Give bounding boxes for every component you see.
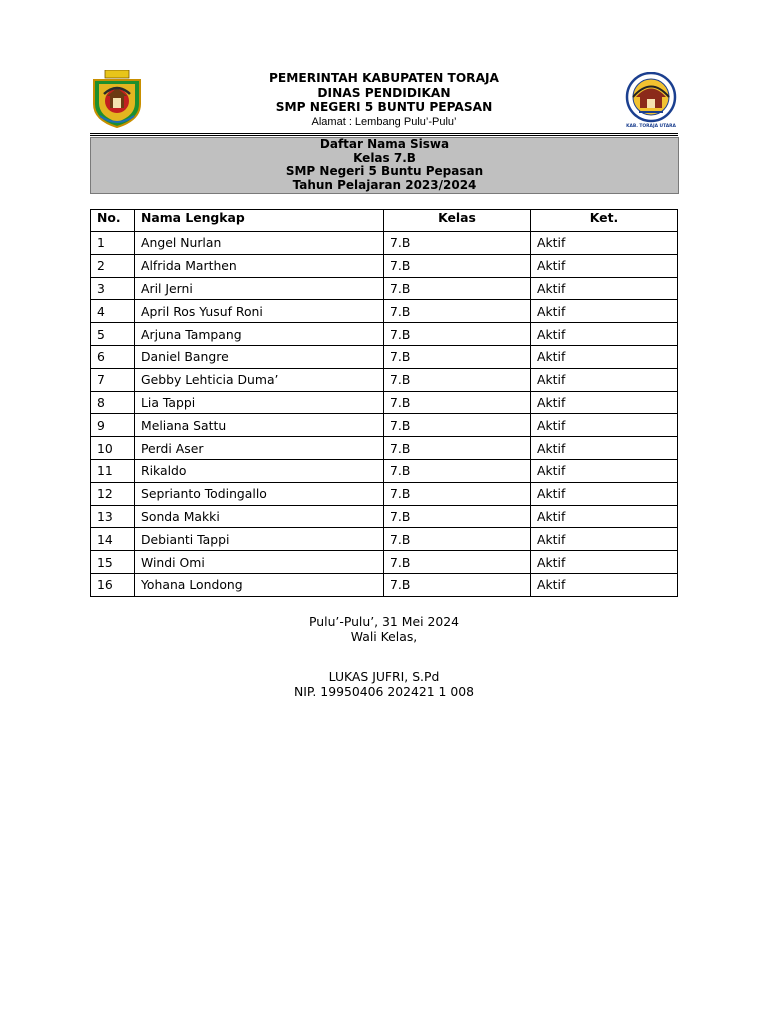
cell-note: Aktif [531,391,678,414]
table-row [91,345,678,368]
cell-name: Aril Jerni [135,277,384,300]
cell-class: 7.B [384,437,531,460]
cell-note: Aktif [531,459,678,482]
cell-no: 5 [91,323,135,346]
signer-name: LUKAS JUFRI, S.Pd [328,669,440,684]
signer-nip: NIP. 19950406 202421 1 008 [293,683,475,699]
cell-name: Perdi Aser [135,437,384,460]
school-emblem-icon [621,72,681,128]
cell-name: Debianti Tappi [135,528,384,551]
cell-name: Arjuna Tampang [135,323,384,346]
table-row [91,414,678,437]
table-row [91,505,678,528]
signature-block [0,615,768,699]
cell-note: Aktif [531,437,678,460]
table-row [91,573,678,596]
table-row [91,323,678,346]
cell-no: 15 [91,551,135,574]
letterhead-rule [90,133,678,134]
table-row [91,459,678,482]
cell-no: 6 [91,345,135,368]
cell-note: Aktif [531,345,678,368]
cell-class: 7.B [384,573,531,596]
cell-note: Aktif [531,505,678,528]
department-name: DINAS PENDIDIKAN [317,85,451,100]
cell-name: Meliana Sattu [135,414,384,437]
cell-no: 10 [91,437,135,460]
letterhead-rule-thin [90,135,678,136]
table-row [91,254,678,277]
cell-name: Angel Nurlan [135,232,384,255]
cell-name: Yohana Londong [135,573,384,596]
header-class: Kelas [384,210,531,232]
school-name: SMP NEGERI 5 BUNTU PEPASAN [275,100,493,115]
cell-class: 7.B [384,300,531,323]
table-header-row [91,210,678,232]
cell-no: 13 [91,505,135,528]
cell-no: 4 [91,300,135,323]
cell-note: Aktif [531,414,678,437]
cell-name: Sonda Makki [135,505,384,528]
cell-no: 7 [91,368,135,391]
cell-no: 16 [91,573,135,596]
banner-school: SMP Negeri 5 Buntu Pepasan [285,164,484,179]
header-name: Nama Lengkap [135,210,384,232]
cell-class: 7.B [384,482,531,505]
cell-name: Windi Omi [135,551,384,574]
table-row [91,482,678,505]
list-title: Daftar Nama Siswa [319,137,450,151]
cell-class: 7.B [384,254,531,277]
student-table [90,209,678,597]
table-row [91,437,678,460]
cell-class: 7.B [384,459,531,482]
letterhead [0,68,768,132]
cell-name: Seprianto Todingallo [135,482,384,505]
cell-note: Aktif [531,482,678,505]
cell-name: Rikaldo [135,459,384,482]
cell-note: Aktif [531,573,678,596]
school-address: Alamat : Lembang Pulu’-Pulu’ [311,115,457,128]
cell-no: 14 [91,528,135,551]
cell-class: 7.B [384,391,531,414]
cell-class: 7.B [384,232,531,255]
signer-role: Wali Kelas, [350,628,418,644]
cell-no: 11 [91,459,135,482]
table-row [91,551,678,574]
academic-year: Tahun Pelajaran 2023/2024 [292,177,477,192]
table-row [91,300,678,323]
header-no: No. [91,210,135,232]
cell-name: Gebby Lehticia Duma’ [135,368,384,391]
table-row [91,232,678,255]
table-row [91,277,678,300]
cell-no: 8 [91,391,135,414]
cell-class: 7.B [384,414,531,437]
header-note: Ket. [531,210,678,232]
place-date: Pulu’-Pulu’, 31 Mei 2024 [309,614,459,629]
cell-note: Aktif [531,368,678,391]
cell-note: Aktif [531,232,678,255]
cell-note: Aktif [531,323,678,346]
cell-no: 9 [91,414,135,437]
cell-name: Lia Tappi [135,391,384,414]
cell-no: 2 [91,254,135,277]
cell-class: 7.B [384,368,531,391]
cell-note: Aktif [531,254,678,277]
cell-class: 7.B [384,345,531,368]
cell-name: Alfrida Marthen [135,254,384,277]
cell-class: 7.B [384,505,531,528]
cell-note: Aktif [531,277,678,300]
table-row [91,368,678,391]
emblem-caption: KAB. TORAJA UTARA [626,124,676,128]
cell-name: Daniel Bangre [135,345,384,368]
cell-name: April Ros Yusuf Roni [135,300,384,323]
cell-class: 7.B [384,323,531,346]
cell-no: 3 [91,277,135,300]
cell-note: Aktif [531,300,678,323]
list-title-banner [90,137,679,194]
cell-note: Aktif [531,551,678,574]
cell-no: 1 [91,232,135,255]
cell-no: 12 [91,482,135,505]
cell-class: 7.B [384,528,531,551]
government-name: PEMERINTAH KABUPATEN TORAJA [269,71,499,85]
class-name: Kelas 7.B [353,150,416,165]
cell-class: 7.B [384,277,531,300]
table-row [91,528,678,551]
table-row [91,391,678,414]
cell-class: 7.B [384,551,531,574]
cell-note: Aktif [531,528,678,551]
